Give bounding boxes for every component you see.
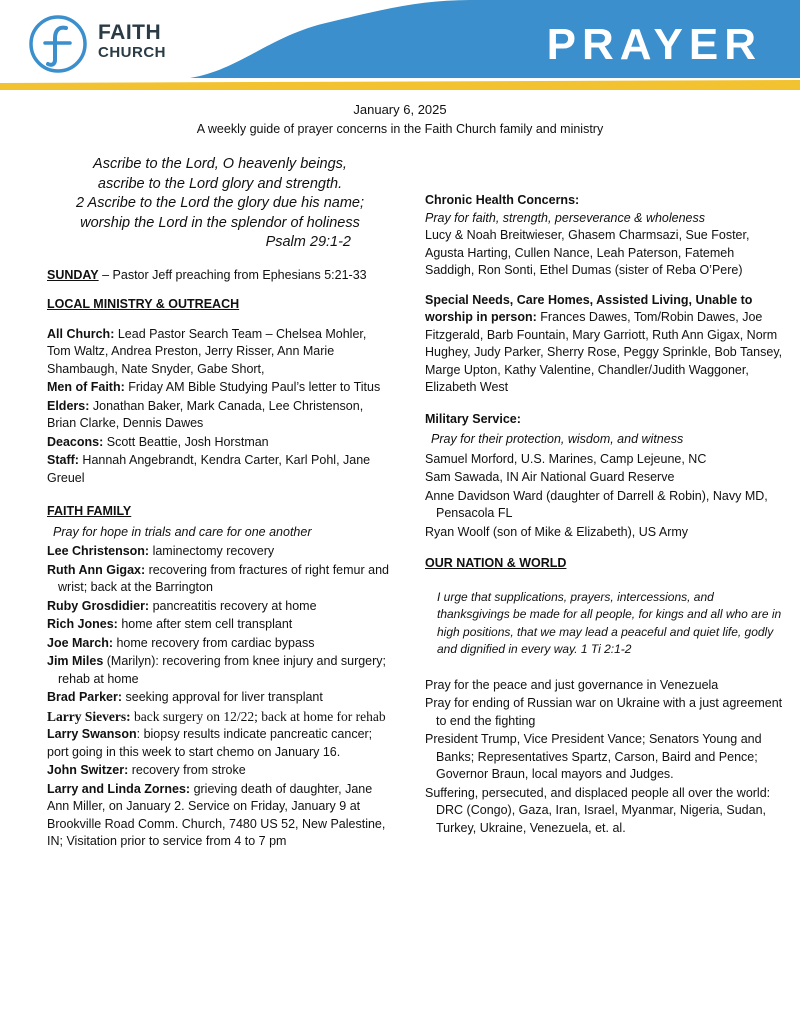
chronic-intro: Pray for faith, strength, perseverance & wholeness bbox=[425, 210, 706, 225]
entry-name: John Switzer: bbox=[47, 763, 129, 777]
entry-name: Ruby Grosdidier: bbox=[47, 598, 150, 613]
entry-name: Rich Jones: bbox=[47, 617, 118, 631]
left-column bbox=[47, 155, 392, 852]
sunday-label: SUNDAY bbox=[47, 267, 99, 282]
entry-text: home after stem cell transplant bbox=[117, 617, 293, 631]
entry-text: seeking approval for liver transplant bbox=[122, 690, 323, 704]
entry-name: Larry and Linda Zornes: bbox=[47, 781, 191, 796]
bulletin-date: January 6, 2025 bbox=[353, 102, 447, 117]
local-ministry-list bbox=[47, 326, 392, 488]
list-item bbox=[47, 398, 392, 433]
list-item bbox=[47, 708, 392, 726]
entry-text: (Marilyn): recovering from knee injury and surgery; rehab at home bbox=[58, 654, 387, 686]
list-item bbox=[47, 781, 392, 851]
entry-text: Friday AM Bible Studying Paul’s letter to Titus bbox=[124, 380, 381, 394]
list-item bbox=[47, 635, 392, 653]
verse-line: Ascribe to the Lord, O heavenly beings, bbox=[93, 156, 347, 172]
list-item bbox=[47, 726, 392, 761]
entry-text: Lead Pastor Search Team – Chelsea Mohler, Tom Waltz, Andrea Preston, Jerry Risser, Ann Marie Shambaugh, Nate Snyder, Gabe Short, bbox=[47, 326, 367, 376]
list-item: President Trump, Vice President Vance; Senators Young and Banks; Representatives Spartz, Carson, Baird and Pence; Governor Braun, local mayors and Judges. bbox=[425, 732, 762, 781]
entry-name: Brad Parker: bbox=[47, 690, 123, 704]
list-item bbox=[47, 653, 392, 688]
nation-world-heading: OUR NATION & WORLD bbox=[425, 556, 567, 570]
entry-name: Joe March: bbox=[47, 635, 113, 650]
entry-name: Larry Sievers: bbox=[47, 708, 131, 724]
special-needs-list: Frances Dawes, Tom/Robin Dawes, Joe Fitzgerald, Barb Fountain, Mary Garriott, Ruth Ann Gigax, Norm Hughey, Judy Parker, Sherry Rose, Peggy Sprinkle, Bob Tansey, Marge Upton, Kathy Valentine, Chandler/Judith Waggoner, Elizabeth West bbox=[425, 310, 783, 394]
verse-line: worship the Lord in the splendor of holiness bbox=[80, 214, 360, 231]
page-title: PRAYER bbox=[546, 20, 762, 69]
list-item bbox=[47, 598, 392, 616]
entry-name: Larry Swanson bbox=[47, 727, 137, 741]
faith-family-list bbox=[47, 543, 392, 851]
list-item bbox=[47, 689, 392, 707]
scripture-verse bbox=[47, 155, 375, 253]
bulletin-subtitle: A weekly guide of prayer concerns in the Faith Church family and ministry bbox=[196, 122, 604, 136]
list-item bbox=[47, 543, 392, 561]
entry-text: recovery from stroke bbox=[128, 763, 246, 777]
verse-line: ascribe to the Lord glory and strength. bbox=[97, 175, 343, 192]
list-item: Pray for the peace and just governance in Venezuela bbox=[425, 677, 719, 692]
entry-text: laminectomy recovery bbox=[149, 544, 275, 558]
list-item: Pray for ending of Russian war on Ukraine with a just agreement to end the fighting bbox=[425, 696, 783, 728]
list-item: Suffering, persecuted, and displaced people all over the world: DRC (Congo), Gaza, Iran, Israel, Myanmar, Nigeria, Sudan, Turkey, Ukraine, Venezuela, et. al. bbox=[425, 785, 771, 835]
entry-text: Scott Beattie, Josh Horstman bbox=[103, 434, 269, 449]
right-column bbox=[425, 192, 785, 838]
entry-text: : biopsy results indicate pancreatic cancer; port going in this week to start chemo on January 16. bbox=[47, 727, 373, 759]
chronic-heading: Chronic Health Concerns: bbox=[425, 193, 580, 207]
list-item: Ryan Woolf (son of Mike & Elizabeth), US Army bbox=[425, 524, 689, 539]
entry-text: grieving death of daughter, Jane Ann Miller, on January 2. Service on Friday, January 9 at Brookville Road Comm. Church, 7480 US 52, New Palestine, IN; Visitation prior to service from 4 to 7 pm bbox=[47, 781, 386, 848]
entry-name: Men of Faith: bbox=[47, 380, 125, 394]
logo-text bbox=[98, 22, 166, 62]
list-item bbox=[47, 379, 392, 397]
list-item: Sam Sawada, IN Air National Guard Reserve bbox=[425, 470, 675, 484]
list-item bbox=[47, 762, 392, 780]
logo-line1: FAITH bbox=[98, 21, 162, 44]
list-item bbox=[47, 434, 392, 452]
list-item bbox=[47, 326, 392, 379]
list-item: Anne Davidson Ward (daughter of Darrell & Robin), Navy MD, Pensacola FL bbox=[425, 488, 768, 520]
chronic-list: Lucy & Noah Breitwieser, Ghasem Charmsazi, Sue Foster, Agusta Harting, Cullen Nance, Leah Paterson, Fatemeh Saddigh, Ron Sonti, Ethel Dumas (sister of Reba O’Pere) bbox=[425, 228, 750, 277]
verse-reference: Psalm 29:1-2 bbox=[265, 234, 351, 250]
nation-world-list bbox=[425, 677, 785, 838]
special-needs-heading: Special Needs, Care Homes, Assisted Living, Unable to worship in person: bbox=[425, 292, 753, 324]
faith-church-logo bbox=[28, 14, 88, 74]
list-item bbox=[47, 616, 392, 634]
entry-text: Jonathan Baker, Mark Canada, Lee Christenson, Brian Clarke, Dennis Dawes bbox=[47, 398, 364, 430]
entry-text: home recovery from cardiac bypass bbox=[113, 635, 315, 650]
list-item bbox=[47, 452, 392, 487]
military-heading: Military Service: bbox=[425, 411, 521, 426]
logo-line2: CHURCH bbox=[98, 44, 166, 61]
faith-family-heading: FAITH FAMILY bbox=[47, 504, 132, 518]
entry-name: All Church: bbox=[47, 326, 115, 341]
entry-text: Hannah Angebrandt, Kendra Carter, Karl Pohl, Jane Greuel bbox=[47, 453, 371, 485]
special-needs-section bbox=[425, 292, 785, 397]
entry-name: Ruth Ann Gigax: bbox=[47, 562, 146, 577]
entry-text: recovering from fractures of right femur and wrist; back at the Barrington bbox=[58, 562, 389, 594]
banner-gold-stripe bbox=[0, 80, 800, 90]
military-intro: Pray for their protection, wisdom, and witness bbox=[431, 432, 684, 446]
sunday-line bbox=[47, 267, 392, 285]
sunday-text: – Pastor Jeff preaching from Ephesians 5:21-33 bbox=[98, 267, 367, 282]
entry-name: Jim Miles bbox=[47, 654, 104, 668]
local-ministry-heading: LOCAL MINISTRY & OUTREACH bbox=[47, 297, 240, 311]
entry-name: Lee Christenson: bbox=[47, 544, 150, 558]
verse-line: 2 Ascribe to the Lord the glory due his name; bbox=[75, 195, 365, 211]
list-item bbox=[47, 562, 392, 597]
military-list bbox=[425, 451, 785, 542]
entry-text: back surgery on 12/22; back at home for rehab bbox=[130, 708, 386, 724]
entry-name: Elders: bbox=[47, 398, 90, 413]
entry-text: pancreatitis recovery at home bbox=[149, 598, 317, 613]
entry-name: Staff: bbox=[47, 453, 79, 467]
nation-world-quote: I urge that supplications, prayers, intercessions, and thanksgivings be made for all people, for kings and all who are in high positions, that we may lead a peaceful and quiet life, godly and dignified in every way. 1 Ti 2:1-2 bbox=[437, 589, 782, 656]
entry-name: Deacons: bbox=[47, 434, 104, 449]
faith-family-intro: Pray for hope in trials and care for one another bbox=[53, 524, 312, 539]
list-item: Samuel Morford, U.S. Marines, Camp Lejeune, NC bbox=[425, 451, 707, 466]
